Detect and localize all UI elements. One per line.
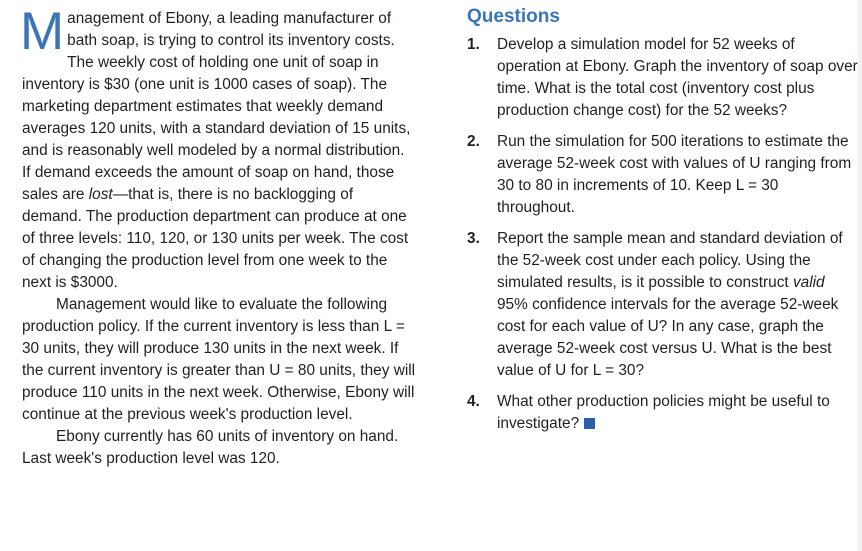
emphasis-lost: lost — [88, 186, 113, 203]
question-3-part-a: Report the sample mean and standard deviation of the 52-week cost under each policy. Using the simulated results, is it possible to construct — [497, 230, 843, 291]
paragraph-2: Management would like to evaluate the following production policy. If the current inventory is less than L = 30 units, they will produce 130 units in the next week. If the current inventory is greater than U = 80 units, they will produce 110 units in the next week. Otherwise, Ebony will continue at the previous week's production level. — [22, 296, 416, 423]
paragraph-1-tail: —that is, there is no backlogging of demand. The production department can produce at one of three levels: 110, 120, or 130 units per week. The cost of changing the production level from one week to the next is $3000. — [22, 186, 409, 291]
question-4-text: What other production policies might be useful to investigate? — [497, 393, 830, 432]
drop-cap: M — [20, 2, 65, 61]
question-number: 4. — [467, 393, 480, 410]
question-text — [497, 391, 859, 435]
case-text-column — [20, 2, 417, 470]
question-number: 3. — [467, 230, 480, 247]
question-1 — [467, 34, 859, 122]
question-number: 1. — [467, 36, 480, 53]
end-of-section-square-icon — [584, 418, 595, 429]
question-4 — [467, 391, 859, 435]
question-text: Develop a simulation model for 52 weeks of operation at Ebony. Graph the inventory of soap over time. What is the total cost (inventory cost plus production change cost) for the 52 weeks? — [497, 36, 858, 119]
emphasis-valid: valid — [792, 274, 825, 291]
question-2 — [467, 131, 859, 219]
question-number: 2. — [467, 133, 480, 150]
page-edge — [858, 0, 862, 551]
paragraph-3: Ebony currently has 60 units of inventory on hand. Last week's production level was 120. — [22, 428, 399, 467]
questions-heading: Questions — [467, 6, 560, 27]
question-text: Run the simulation for 500 iterations to estimate the average 52-week cost with values of U ranging from 30 to 80 in increments of 10. Keep L = 30 throughout. — [497, 133, 852, 216]
questions-column — [467, 6, 859, 444]
question-3 — [467, 228, 859, 382]
question-3-part-b: 95% confidence intervals for the average 52-week cost for each value of U? In any case, graph the average 52-week cost versus U. What is the best value of U for L = 30? — [497, 296, 839, 379]
paragraph-1-text: anagement of Ebony, a leading manufacturer of bath soap, is trying to control its inventory costs. The weekly cost of holding one unit of soap in inventory is $30 (one unit is 1000 cases of soap). The marketing department estimates that weekly demand averages 120 units, with a standard deviation of 15 units, and is reasonably well modeled by a normal distribution. If demand exceeds the amount of soap on hand, those sales are — [22, 10, 411, 203]
question-text — [497, 228, 859, 382]
paragraph-1 — [20, 2, 417, 294]
